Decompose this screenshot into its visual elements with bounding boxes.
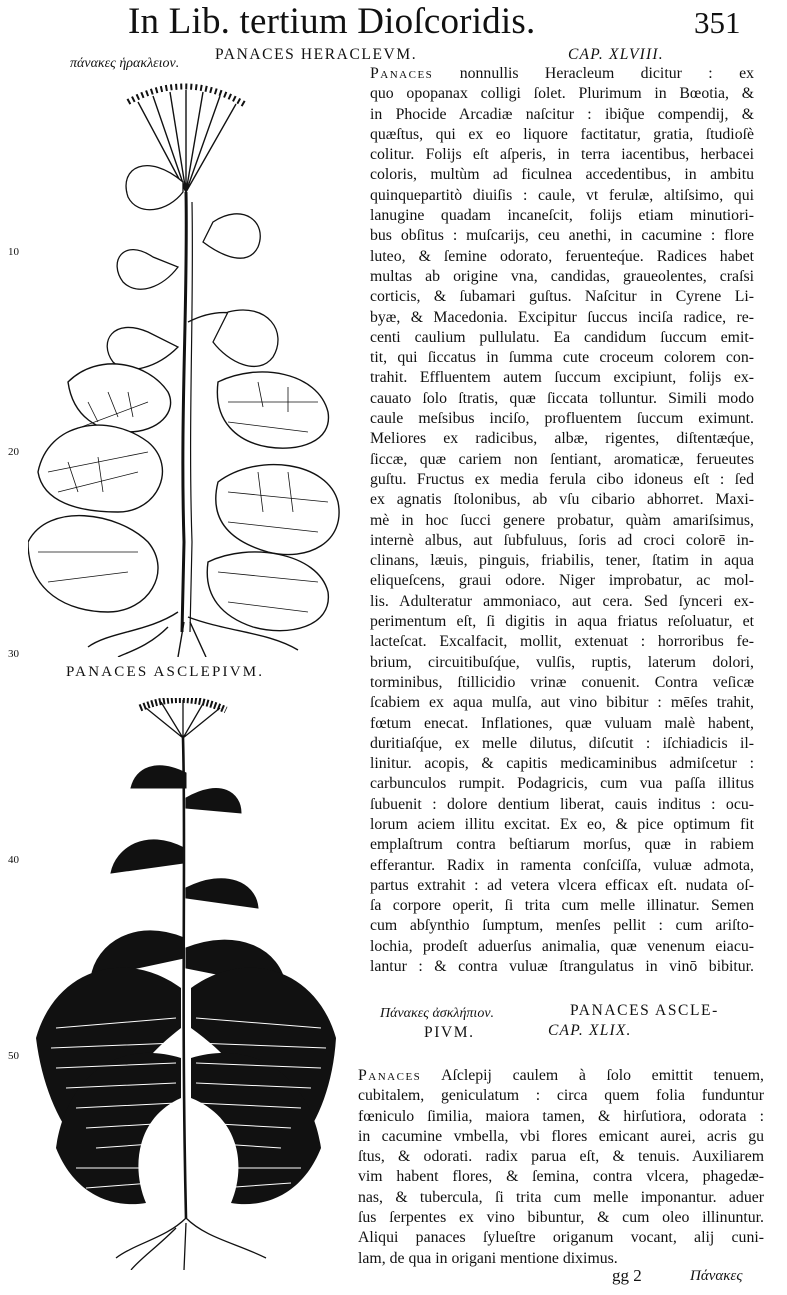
text-line: lacteſcat. Excalfacit, mollit, extenuat : horroribus fe- — [370, 633, 754, 651]
text-line: fœtum enecat. Inflationes, quæ vuluam malè habent, — [370, 714, 754, 732]
text-line: luteo, & ſemine odorato, feruenteq́ue. Radices habet — [370, 247, 754, 265]
text-line: fœniculo ſimilia, maiora tamen, & hirſutiora, odorata : — [358, 1107, 764, 1125]
chapter-48-latin-name: PANACES HERACLEVM. — [215, 46, 418, 63]
text-line: cauato ſolo ſtratis, quæ ſiccata tolluntur. Simili modo — [370, 389, 754, 407]
text-line: ſtus, & odorati. radix parua eſt, & tenuis. Auxiliarem — [358, 1148, 764, 1166]
text-line: lorum aciem illitu excitat. Ex eo, & pice optimum fit — [370, 815, 754, 833]
text-line: in Phocide Arcadiæ naſcitur : ibiq̃ue compendij, & — [370, 105, 754, 123]
text-line: Aliqui panaces ſylueſtre origanum vocant, alij cuni- — [358, 1229, 764, 1247]
text-line: trahit. Effluentem autem ſuccum excipiunt, folijs ex- — [370, 369, 754, 387]
chapter-48-text — [370, 64, 754, 977]
text-line: Meliores ex radicibus, albæ, rigentes, diſtentæq́ue, — [370, 430, 754, 448]
text-line: ſiccæ, quæ cariem non ſentiant, aromaticæ, ferueutes — [370, 450, 754, 468]
text-line: duritiaſq́ue, ex melle dilutus, diſcutit : iſchiadicis il- — [370, 734, 754, 752]
margin-number: 20 — [8, 446, 19, 458]
figure-caption: PANACES ASCLEPIVM. — [66, 664, 265, 680]
text-line: lam, de qua in origani mentione diximus. — [358, 1249, 618, 1267]
margin-number: 50 — [8, 1050, 19, 1062]
text-line: internè albus, aut ſubfuluus, ſoris ad croci colorē in- — [370, 531, 754, 549]
chapter-48-label: CAP. XLVIII. — [568, 46, 664, 63]
chapter-49-greek-name: Πάνακες ἀσκλήπιον. — [380, 1006, 495, 1021]
text-line: lochia, prodeſt aduerſus animalia, quæ venenum eiacu- — [370, 937, 754, 955]
text-line: guſtu. Fructus ex media ferula cibo idoneus eſt : ſed — [370, 470, 754, 488]
text-line: colitur. Folijs eſt aſperis, in terra iacentibus, herbacei — [370, 146, 754, 164]
text-line: ſa corpore operit, ſi trita cum melle illinatur. Semen — [370, 897, 754, 915]
text-line: centi caulium pullulatu. Ea candidum ſuccum emit- — [370, 328, 754, 346]
text-line: quæſtus, qui ex eo liquore factitatur, gratia, ſtudioſè — [370, 125, 754, 143]
text-line: bus obſitus : muſcarijs, ceu anethi, in cacumine : flore — [370, 227, 754, 245]
chapter-49-text — [358, 1066, 764, 1269]
page-number: 351 — [694, 5, 741, 40]
text-line: ex agnatis ſtolonibus, ab vſu cibario abhorret. Maxi- — [370, 491, 754, 509]
text-line: lantur : & contra vuluæ ſtrangulatus in vinō bibitur. — [370, 958, 754, 976]
text-line: multas ab origine vna, candidas, graueolentes, craſsi — [370, 267, 754, 285]
panaces-heracleum-illustration — [28, 72, 348, 657]
text-line: lis. Adulteratur ammoniaco, aut cera. Sed ſynceri ex- — [370, 592, 754, 610]
margin-number: 10 — [8, 246, 19, 258]
text-line: torminibus, ſtillicidio vrinæ conuenit. Contra veſicæ — [370, 673, 754, 691]
text-line: cubitalem, geniculatum : circa quem folia funduntur — [358, 1087, 764, 1105]
lead-word: Panaces — [358, 1067, 422, 1084]
text-line: ſubuenit : dolore dentium liberat, cauis inditus : ocu- — [370, 795, 754, 813]
running-title: In Lib. tertium Dioſcoridis. — [128, 1, 536, 42]
chapter-48-greek-name: πάνακες ἡρακλειον. — [70, 56, 180, 71]
margin-number: 40 — [8, 854, 19, 866]
text-line: emplaſtrum contra beſtiarum morſus, quæ in rabiem — [370, 836, 754, 854]
text-line: tit, qui ſiccatus in ſumma cute croceum colorem con- — [370, 349, 754, 367]
text-line: ſus ſerpentes ex vino bibuntur, & cum oleo illinuntur. — [358, 1209, 764, 1227]
text-line: vim habent flores, & ſemina, contra vlcera, phagedæ- — [358, 1168, 764, 1186]
text-line: clinans, læuis, pinguis, friabilis, tener, ſtatim in aqua — [370, 552, 754, 570]
text-line-content: Aſclepij caulem à ſolo emittit tenuem, — [441, 1067, 764, 1084]
text-line: quo opopanax colligi ſolet. Plurimum in Bœotia, & — [370, 85, 754, 103]
chapter-49-label: CAP. XLIX. — [548, 1022, 632, 1039]
margin-number: 30 — [8, 648, 19, 660]
text-line: caule meſsibus inciſo, profluentem ſuccum eximunt. — [370, 410, 754, 428]
text-line: carbunculos rumpit. Podagricis, cum vua paſſa illitus — [370, 775, 754, 793]
text-line: partus extrahit : ad vetera vlcera efficax eſt. nudata oſ- — [370, 876, 754, 894]
text-line: lanugine quadam incaneſcit, folijs etiam minutiori- — [370, 207, 754, 225]
chapter-49-latin-name-line2: PIVM. — [424, 1024, 475, 1041]
signature-mark: gg 2 — [612, 1266, 642, 1285]
text-line: eliqueſcens, graui odore. Niger improbatur, ac mol- — [370, 572, 754, 590]
text-line: perimentum eſt, ſi digitis in aqua friatus reſoluatur, et — [370, 613, 754, 631]
text-line: linitur. acopis, & capitis medicaminibus admiſcetur : — [370, 755, 754, 773]
catchword: Πάνακες — [690, 1268, 743, 1284]
panaces-asclepium-illustration — [36, 698, 346, 1270]
text-line: mè in hoc ſucci genere probatur, quàm amariſsimus, — [370, 511, 754, 529]
text-line: byæ, & Macedonia. Excipitur ſuccus inciſa radice, re- — [370, 308, 754, 326]
text-line: nas, & tubercula, ſi trita cum melle imponantur. aduer — [358, 1188, 764, 1206]
text-line — [370, 64, 754, 84]
chapter-49-latin-name-line1: PANACES ASCLE- — [570, 1002, 719, 1019]
text-line: ſcabiem ex aqua mulſa, aut vino bibitur : mēſes trahit, — [370, 694, 754, 712]
text-line-content: nonnullis Heracleum dicitur : ex — [459, 65, 754, 82]
text-line: coloris, multùm ad ficulnea accedentibus, in ambitu — [370, 166, 754, 184]
text-line: brium, circuitibuſq́ue, vulſis, ruptis, laterum dolori, — [370, 653, 754, 671]
text-line: quinquepartitò diuiſis : caule, vt ferulæ, altiſsimo, qui — [370, 186, 754, 204]
text-line: cum abſynthio ſumptum, menſes pellit : cum ariſto- — [370, 917, 754, 935]
text-line: in cacumine vmbella, vbi flores emicant aurei, acris gu — [358, 1127, 764, 1145]
lead-word: Panaces — [370, 65, 434, 82]
text-line: corticis, & ſubamari guſtus. Naſcitur in Cyrene Li- — [370, 288, 754, 306]
text-line — [358, 1066, 764, 1086]
text-line: efferantur. Radix in ramenta conſciſſa, vuluæ admota, — [370, 856, 754, 874]
